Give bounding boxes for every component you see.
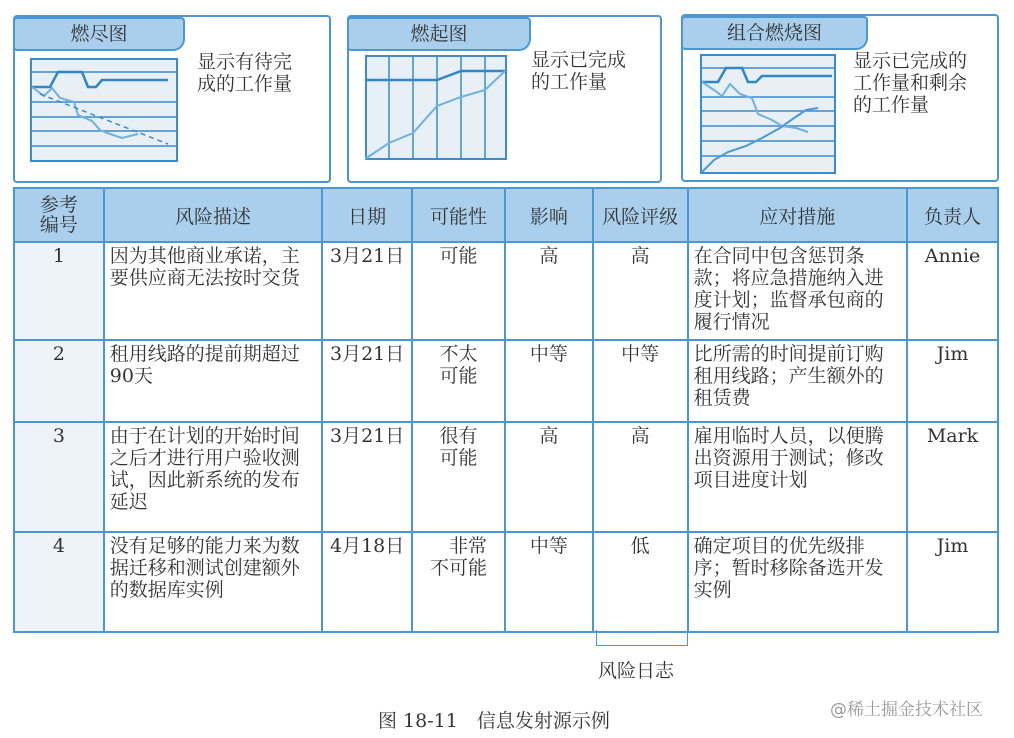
owner-cell: Annie [907, 242, 998, 340]
risk-rating-cell: 低 [593, 532, 688, 632]
header-date: 日期 [322, 188, 412, 242]
likelihood-cell [412, 242, 505, 340]
header-likelihood: 可能性 [412, 188, 505, 242]
owner-cell: Mark [907, 422, 998, 532]
burndown-chart [30, 58, 178, 162]
table-row [14, 532, 998, 632]
impact-cell: 高 [505, 242, 593, 340]
response-cell: 在合同中包含惩罚条款；将应急措施纳入进度计划；监督承包商的履行情况 [688, 242, 907, 340]
figure-caption: 图 18-11 信息发射源示例 [378, 710, 610, 732]
response-cell: 确定项目的优先级排序；暂时移除备选开发实例 [688, 532, 907, 632]
burnup-desc: 显示已完成 的工作量 [531, 49, 627, 93]
combined-chart [700, 54, 836, 174]
date-cell: 3月21日 [322, 340, 412, 422]
risk-rating-cell: 中等 [593, 340, 688, 422]
header-ref-id: 参考 编号 [14, 188, 104, 242]
row-id-cell: 4 [14, 532, 104, 632]
table-row [14, 422, 998, 532]
row-id-cell: 2 [14, 340, 104, 422]
row-id-cell: 1 [14, 242, 104, 340]
watermark: @稀土掘金技术社区 [830, 700, 983, 720]
likelihood-text: 很有可能 [439, 425, 478, 469]
likelihood-cell [412, 422, 505, 532]
owner-cell: Jim [907, 340, 998, 422]
impact-cell: 中等 [505, 532, 593, 632]
table-header-row [14, 188, 998, 242]
risk-log-table [13, 187, 999, 633]
header-description: 风险描述 [104, 188, 322, 242]
table-row [14, 340, 998, 422]
likelihood-cell [412, 340, 505, 422]
combined-desc: 显示已完成的 工作量和剩余 的工作量 [853, 50, 968, 116]
impact-cell: 中等 [505, 340, 593, 422]
date-cell: 3月21日 [322, 422, 412, 532]
risk-rating-cell: 高 [593, 242, 688, 340]
header-owner: 负责人 [907, 188, 998, 242]
combined-title: 组合燃烧图 [681, 16, 868, 50]
risk-description-cell: 由于在计划的开始时间之后才进行用户验收测试，因此新系统的发布延迟 [104, 422, 322, 532]
likelihood-cell [412, 532, 505, 632]
likelihood-text: 可能 [439, 245, 478, 267]
risk-rating-cell: 高 [593, 422, 688, 532]
owner-cell: Jim [907, 532, 998, 632]
risk-log-bracket [596, 630, 688, 646]
header-response: 应对措施 [688, 188, 907, 242]
risk-log-label: 风险日志 [598, 660, 675, 682]
likelihood-text: 不太可能 [439, 343, 478, 387]
burnup-chart [365, 55, 507, 160]
response-cell: 比所需的时间提前订购租用线路；产生额外的租赁费 [688, 340, 907, 422]
header-rating: 风险评级 [593, 188, 688, 242]
burnup-title: 燃起图 [347, 17, 531, 51]
risk-description-cell: 没有足够的能力来为数据迁移和测试创建额外的数据库实例 [104, 532, 322, 632]
risk-description-cell: 因为其他商业承诺，主要供应商无法按时交货 [104, 242, 322, 340]
risk-description-cell: 租用线路的提前期超过90天 [104, 340, 322, 422]
impact-cell: 高 [505, 422, 593, 532]
likelihood-text: 非常不可能 [430, 535, 488, 579]
burndown-desc: 显示有待完 成的工作量 [197, 51, 293, 95]
burndown-title: 燃尽图 [13, 17, 185, 51]
date-cell: 3月21日 [322, 242, 412, 340]
row-id-cell: 3 [14, 422, 104, 532]
response-cell: 雇用临时人员，以便腾出资源用于测试；修改项目进度计划 [688, 422, 907, 532]
table-row [14, 242, 998, 340]
header-impact: 影响 [505, 188, 593, 242]
date-cell: 4月18日 [322, 532, 412, 632]
